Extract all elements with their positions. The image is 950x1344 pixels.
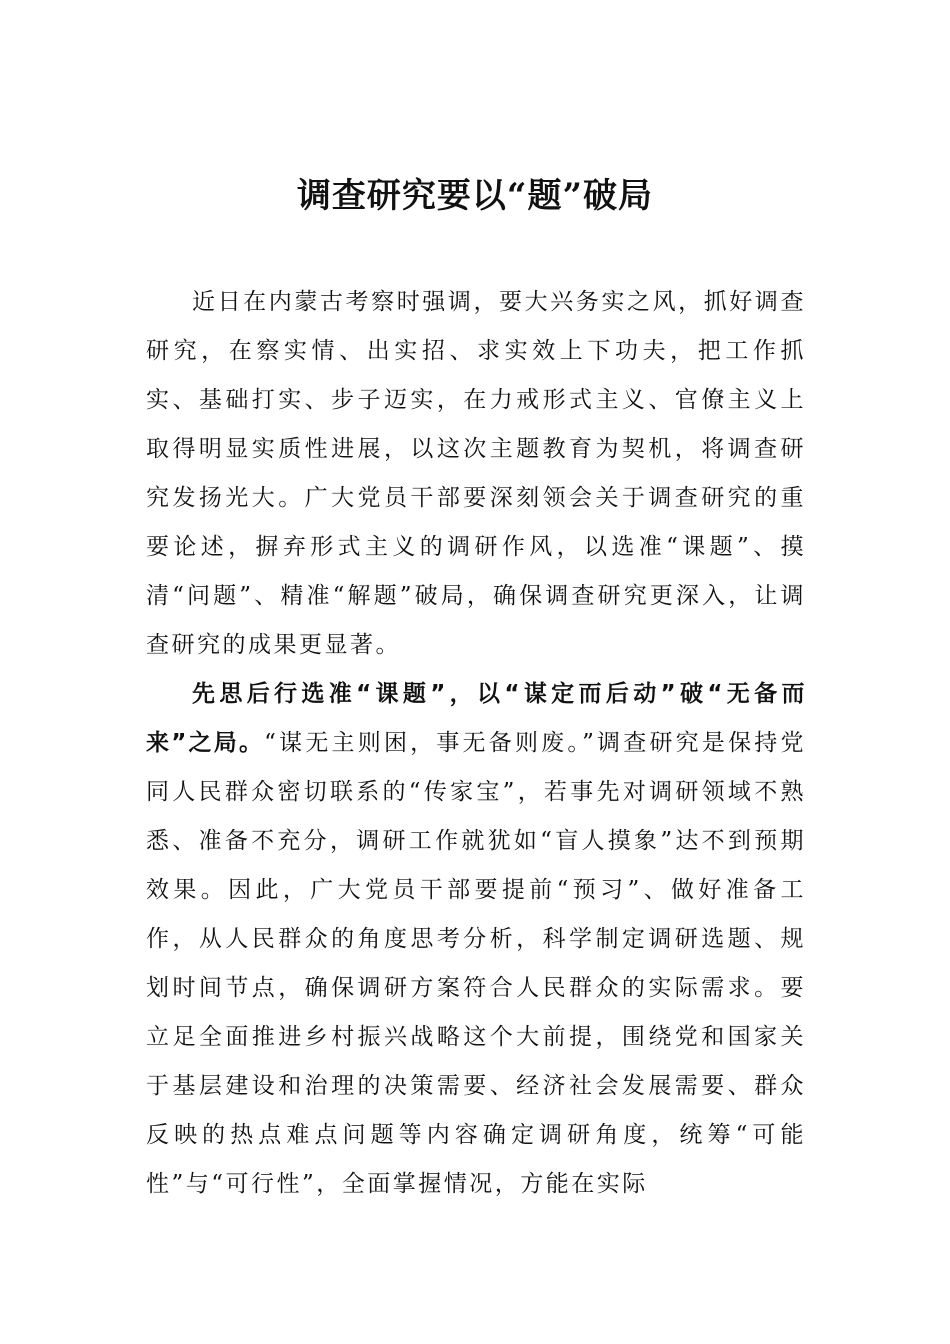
paragraph-intro: [146, 278, 806, 670]
paragraph-section-1: [146, 670, 806, 1209]
paragraph-text: “谋无主则困，事无备则废。”调查研究是保持党同人民群众密切联系的“传家宝”，若事先对调研领域不熟悉、准备不充分，调研工作就犹如“盲人摸象”达不到预期效果。因此，广大党员干部要提前“预习”、做好准备工作，从人民群众的角度思考分析，科学制定调研选题、规划时间节点，确保调研方案符合人民群众的实际需求。要立足全面推进乡村振兴战略这个大前提，围绕党和国家关于基层建设和治理的决策需要、经济社会发展需要、群众反映的热点难点问题等内容确定调研角度，统筹“可能性”与“可行性”，全面掌握情况，方能在实际: [146, 730, 806, 1197]
paragraph-text: 近日在内蒙古考察时强调，要大兴务实之风，抓好调查研究，在察实情、出实招、求实效上下功夫，把工作抓实、基础打实、步子迈实，在力戒形式主义、官僚主义上取得明显实质性进展，以这次主题教育为契机，将调查研究发扬光大。广大党员干部要深刻领会关于调查研究的重要论述，摒弃形式主义的调研作风，以选准“课题”、摸清“问题”、精准“解题”破局，确保调查研究更深入，让调查研究的成果更显著。: [146, 289, 806, 658]
document-body: [146, 278, 806, 1209]
paragraph-lead: 先思后行选准“课题”，以“谋定而后动”破“无备而来”之局。: [146, 681, 806, 756]
document-title: 调查研究要以“题”破局: [296, 176, 654, 216]
